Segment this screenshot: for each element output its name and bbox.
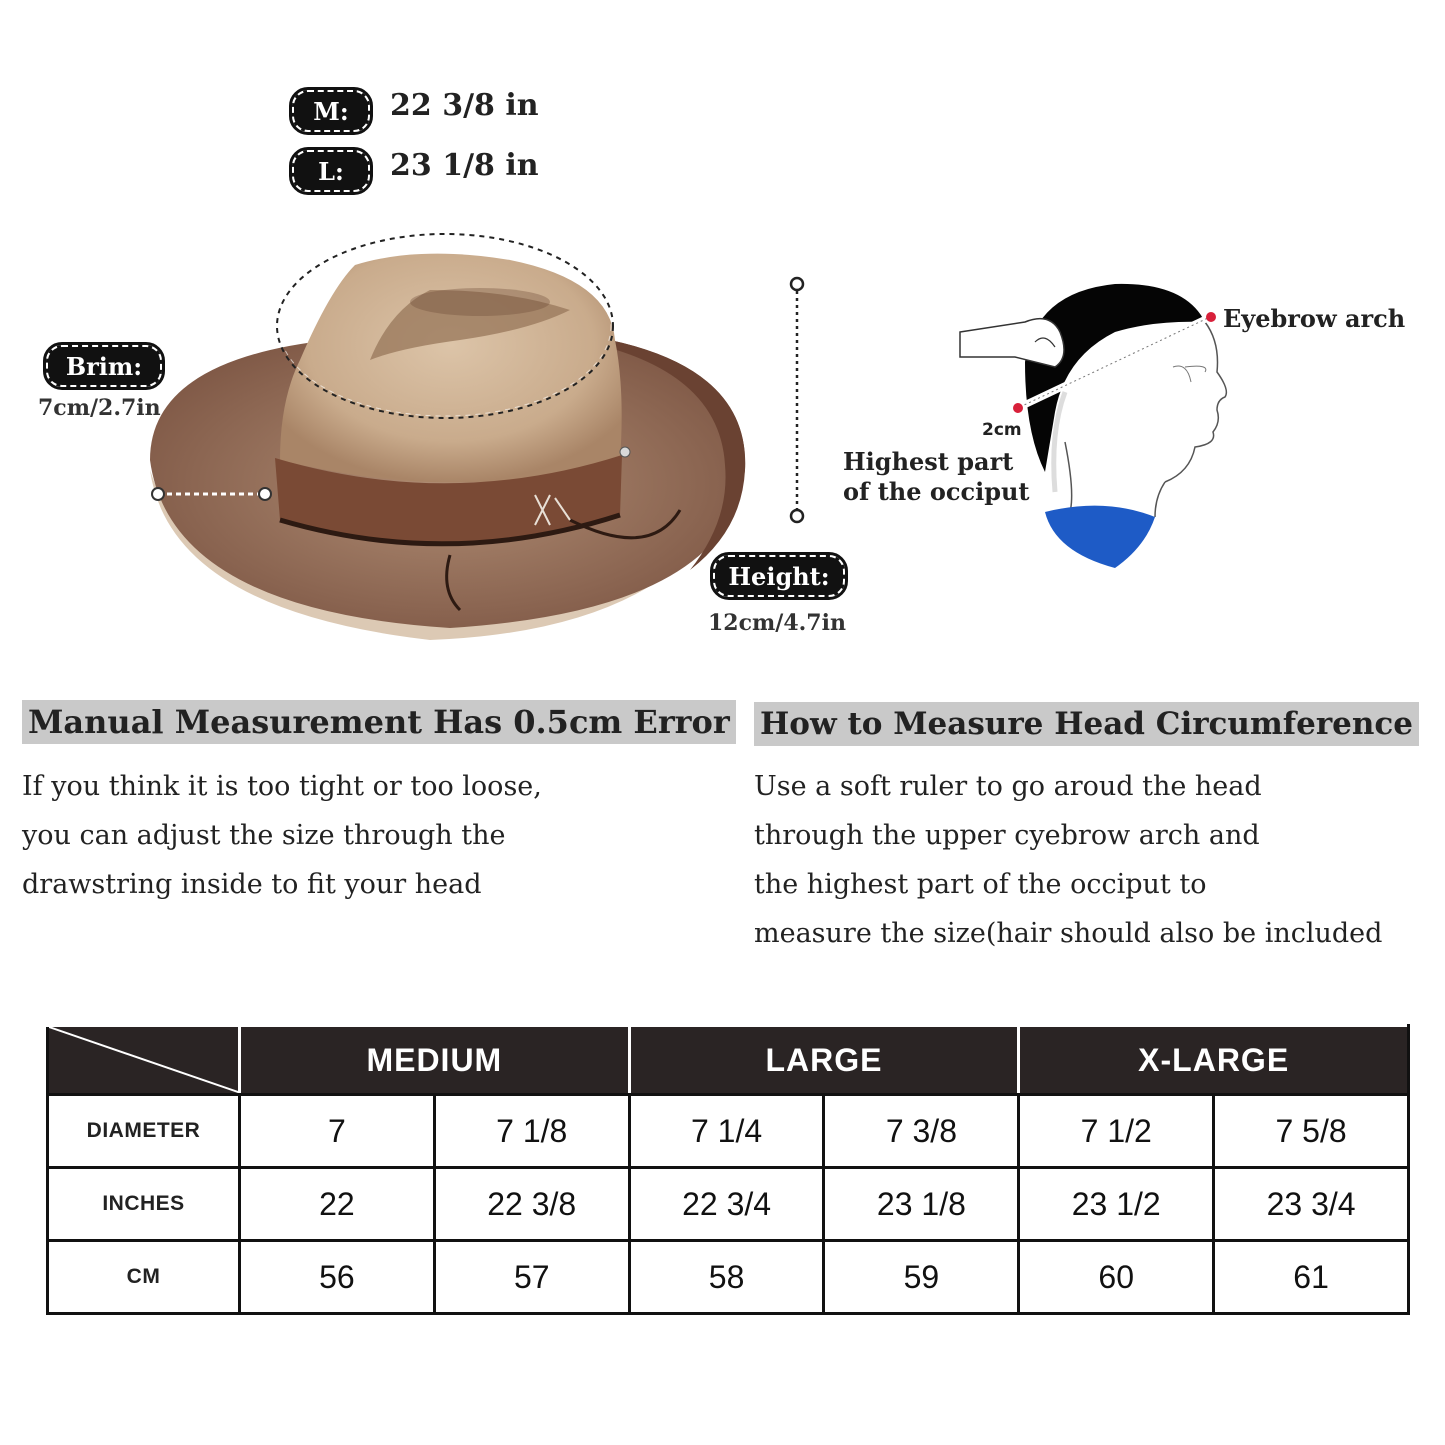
table-row-cm [48, 1241, 1409, 1314]
occiput-label-2: of the occiput [843, 477, 1030, 506]
adjust-line-1: If you think it is too tight or too loose, [22, 771, 542, 802]
measure-instructions [754, 762, 1382, 958]
corner-diagonal-line [49, 1027, 241, 1093]
header-medium: MEDIUM [240, 1026, 630, 1095]
two-cm-label: 2cm [982, 420, 1022, 440]
how-to-measure-heading: How to Measure Head Circumference [754, 702, 1419, 746]
hand-shape [960, 319, 1064, 367]
table-cell: 7 1/4 [629, 1095, 824, 1168]
measure-line-4: measure the size(hair should also be included [754, 918, 1383, 949]
table-cell: 61 [1214, 1241, 1409, 1314]
table-cell: 23 1/8 [824, 1168, 1019, 1241]
manual-measurement-heading: Manual Measurement Has 0.5cm Error [22, 700, 736, 744]
adjust-line-2: you can adjust the size through the [22, 820, 506, 851]
table-cell: 7 3/8 [824, 1095, 1019, 1168]
table-cell: 22 3/4 [629, 1168, 824, 1241]
size-chart-table [46, 1024, 1410, 1315]
hat-crown [280, 254, 622, 483]
adjust-line-3: drawstring inside to fit your head [22, 869, 482, 900]
table-cell: 7 [240, 1095, 435, 1168]
table-row-inches [48, 1168, 1409, 1241]
size-badge-m-label: M: [313, 96, 349, 126]
table-row-diameter [48, 1095, 1409, 1168]
row-label-inches: INCHES [48, 1168, 240, 1241]
hat-illustration [130, 230, 770, 660]
table-cell: 23 1/2 [1019, 1168, 1214, 1241]
measure-line-2: through the upper cyebrow arch and [754, 820, 1260, 851]
row-label-diameter: DIAMETER [48, 1095, 240, 1168]
size-badge-m [292, 90, 370, 132]
size-badge-l [292, 150, 370, 192]
table-cell: 22 [240, 1168, 435, 1241]
height-badge [713, 555, 845, 597]
brim-badge [46, 345, 162, 387]
collar-shape [1045, 506, 1155, 568]
table-cell: 57 [434, 1241, 629, 1314]
measure-line-1: Use a soft ruler to go aroud the head [754, 771, 1262, 802]
table-cell: 23 3/4 [1214, 1168, 1409, 1241]
table-cell: 58 [629, 1241, 824, 1314]
adjust-instructions [22, 762, 542, 909]
table-cell: 22 3/8 [434, 1168, 629, 1241]
header-x-large: X-LARGE [1019, 1026, 1409, 1095]
table-cell: 56 [240, 1241, 435, 1314]
height-badge-label: Height: [728, 561, 830, 591]
height-value: 12cm/4.7in [708, 610, 846, 636]
size-header-row [48, 1026, 1409, 1095]
brim-badge-label: Brim: [65, 351, 143, 381]
table-cell: 7 1/8 [434, 1095, 629, 1168]
occiput-label-1: Highest part [843, 447, 1014, 476]
height-measure-line [786, 274, 808, 526]
table-cell: 59 [824, 1241, 1019, 1314]
size-badge-l-label: L: [318, 156, 344, 186]
table-cell: 7 5/8 [1214, 1095, 1409, 1168]
table-cell: 7 1/2 [1019, 1095, 1214, 1168]
table-cell: 60 [1019, 1241, 1214, 1314]
size-value-l: 23 1/8 in [390, 148, 539, 183]
row-label-cm: CM [48, 1241, 240, 1314]
eyebrow-arch-label: Eyebrow arch [1223, 304, 1406, 333]
measure-line-3: the highest part of the occiput to [754, 869, 1207, 900]
table-corner-cell [48, 1026, 240, 1095]
header-large: LARGE [629, 1026, 1019, 1095]
size-value-m: 22 3/8 in [390, 88, 539, 123]
brim-value: 7cm/2.7in [38, 395, 161, 421]
